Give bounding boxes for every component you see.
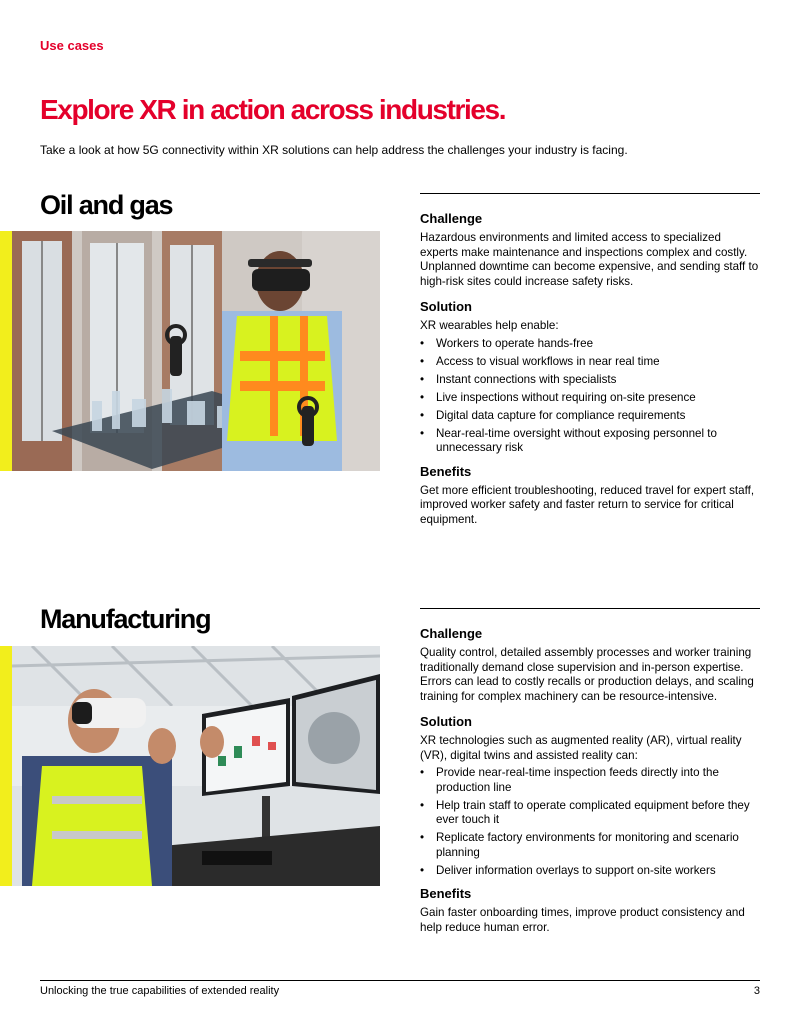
solution-heading: Solution	[420, 714, 472, 729]
solution-list	[420, 337, 760, 456]
section-divider	[420, 608, 760, 609]
eyebrow-label: Use cases	[40, 38, 104, 53]
manufacturing-photo	[0, 646, 380, 886]
worker-with-vr-headset-at-monitors-image	[12, 646, 380, 886]
benefits-heading: Benefits	[420, 886, 472, 901]
footer-title: Unlocking the true capabilities of extended reality	[40, 985, 280, 997]
solution-list	[420, 766, 760, 878]
oil-and-gas-details	[420, 193, 760, 527]
solution-intro: XR wearables help enable:	[420, 319, 559, 332]
benefits-heading: Benefits	[420, 463, 472, 479]
solution-intro: XR technologies such as augmented reality (AR), virtual reality (VR), digital twins and assisted reality can:	[420, 734, 742, 762]
manufacturing-details	[420, 608, 760, 935]
challenge-text: Hazardous environments and limited access to specialized experts make maintenance and inspections complex and costly. Unplanned downtime can become expensive, and sending staff to high-risk sites could increase safety risks.	[420, 231, 759, 288]
list-item: • Access to visual workflows in near real time	[420, 355, 760, 370]
list-item: • Live inspections without requiring on-site presence	[420, 391, 760, 406]
list-item: • Provide near-real-time inspection feeds directly into the production line	[420, 766, 760, 795]
benefits-text: Get more efficient troubleshooting, reduced travel for expert staff, improved worker safety and faster return to service for critical equipment.	[420, 483, 755, 526]
section-title-manufacturing: Manufacturing	[40, 604, 211, 634]
list-item: • Near-real-time oversight without exposing personnel to unnecessary risk	[420, 427, 760, 456]
oil-and-gas-photo	[0, 231, 380, 471]
list-item: • Workers to operate hands-free	[420, 337, 760, 352]
section-title-oil-and-gas: Oil and gas	[40, 190, 173, 220]
intro-paragraph: Take a look at how 5G connectivity within XR solutions can help address the challenges your industry is facing.	[40, 143, 628, 157]
list-item: • Replicate factory environments for monitoring and scenario planning	[420, 831, 760, 860]
challenge-heading: Challenge	[420, 626, 483, 641]
footer-divider	[40, 980, 760, 981]
section-divider	[420, 193, 760, 194]
photo-accent-bar	[0, 231, 12, 471]
list-item: • Digital data capture for compliance requirements	[420, 409, 760, 424]
photo-accent-bar	[0, 646, 12, 886]
page-number: 3	[753, 985, 760, 997]
challenge-text: Quality control, detailed assembly processes and worker training traditionally demand close supervision and in-person expertise. Errors can lead to costly recalls or production delays, and scaling training for complex machinery can be resource-intensive.	[420, 646, 754, 703]
challenge-heading: Challenge	[420, 211, 483, 226]
list-item: • Help train staff to operate complicated equipment before they ever touch it	[420, 799, 760, 828]
list-item: • Instant connections with specialists	[420, 373, 760, 388]
solution-heading: Solution	[420, 299, 472, 314]
worker-with-vr-headset-image	[12, 231, 380, 471]
list-item: • Deliver information overlays to support on-site workers	[420, 864, 760, 879]
page-headline: Explore XR in action across industries.	[40, 94, 506, 125]
benefits-text: Gain faster onboarding times, improve product consistency and help reduce human error.	[420, 906, 745, 934]
